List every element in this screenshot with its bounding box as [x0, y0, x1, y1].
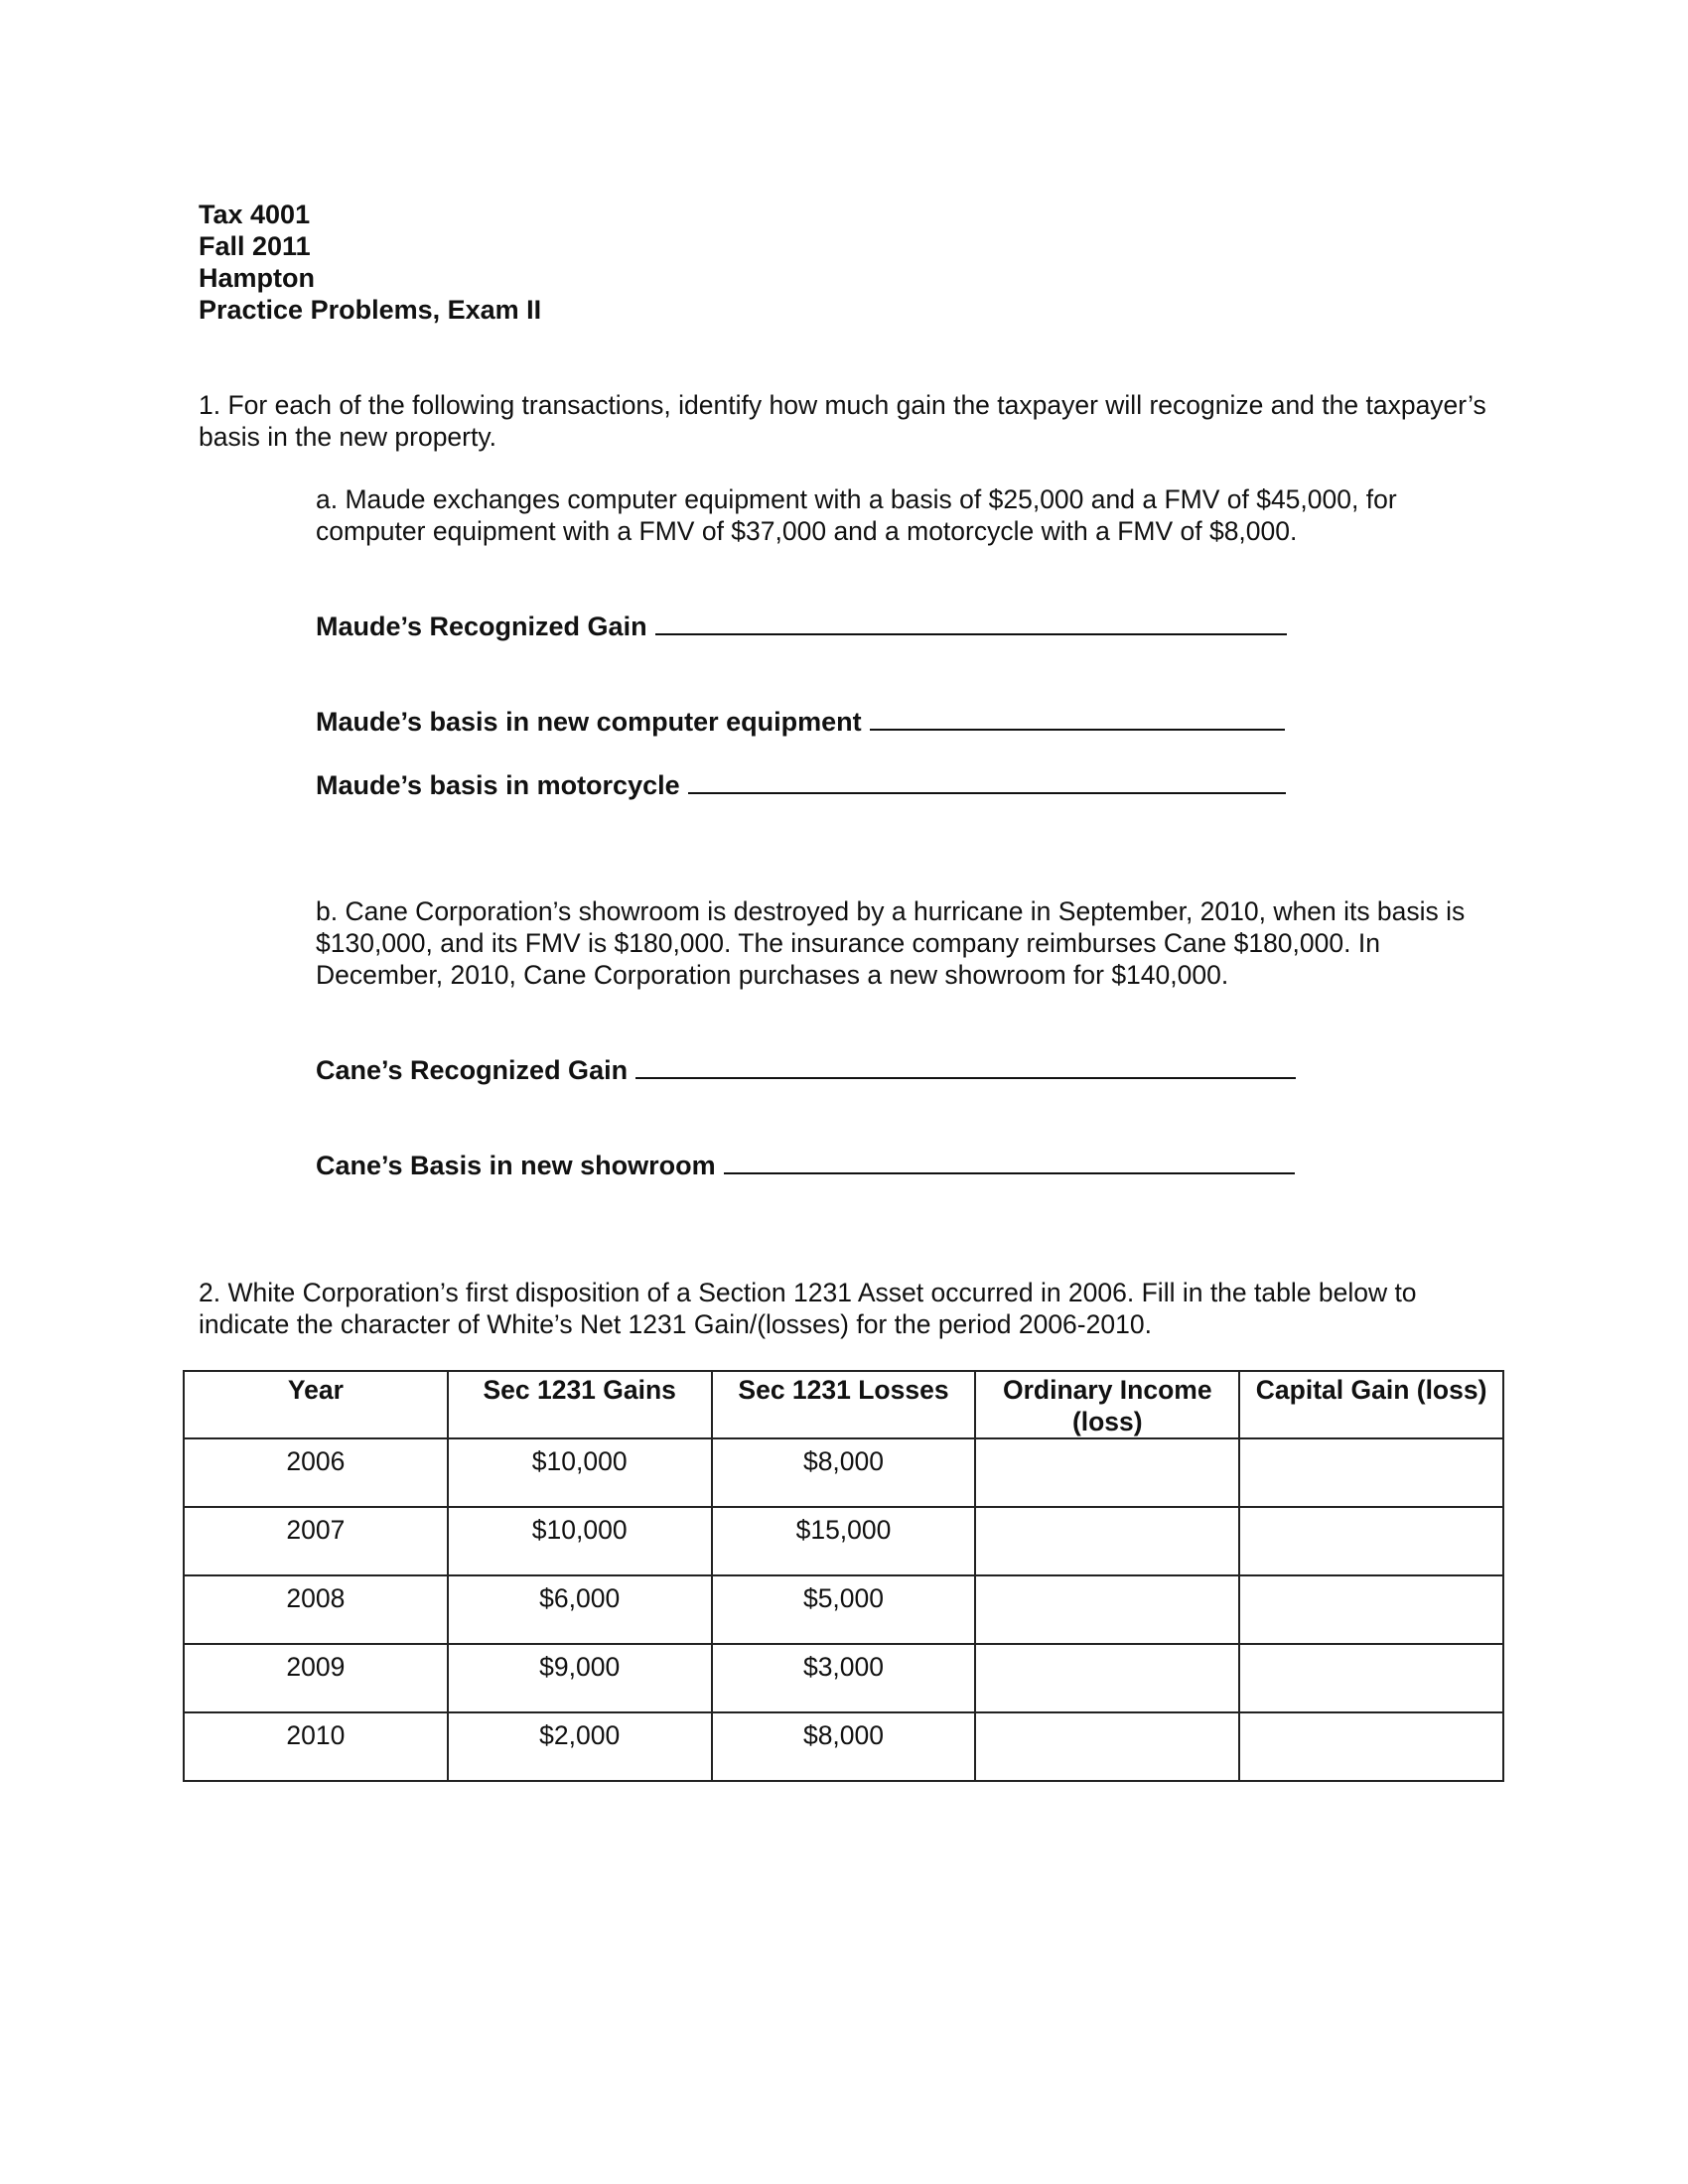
capital-gain-cell[interactable] — [1239, 1575, 1503, 1644]
maude-basis-motorcycle-blank[interactable] — [688, 768, 1286, 794]
maude-basis-equipment-answer — [316, 705, 1285, 738]
document-title: Practice Problems, Exam II — [199, 295, 542, 325]
maude-basis-motorcycle-label: Maude’s basis in motorcycle — [316, 770, 680, 800]
cane-basis-showroom-blank[interactable] — [724, 1149, 1295, 1174]
gains-cell: $10,000 — [448, 1438, 712, 1507]
header-year: Year — [184, 1371, 448, 1438]
header-sec-1231-losses: Sec 1231 Losses — [712, 1371, 976, 1438]
question-1a-text: a. Maude exchanges computer equipment with a basis of $25,000 and a FMV of $45,000, for computer equipment with a FMV of $37,000 and a motorcycle with a FMV of $8,000. — [316, 484, 1397, 546]
maude-basis-equipment-label: Maude’s basis in new computer equipment — [316, 707, 862, 737]
table-row — [184, 1644, 1503, 1712]
losses-cell: $8,000 — [712, 1438, 976, 1507]
question-1b-text: b. Cane Corporation’s showroom is destroyed by a hurricane in September, 2010, when its basis is $130,000, and its FMV is $180,000. The insurance company reimburses Cane $180,000. In December, 2010, Cane Corporation purchases a new showroom for $140,000. — [316, 896, 1466, 990]
cane-recognized-gain-label: Cane’s Recognized Gain — [316, 1055, 629, 1085]
table-header-row — [184, 1371, 1503, 1438]
year-cell: 2007 — [184, 1507, 448, 1575]
cane-recognized-gain-answer — [316, 1053, 1296, 1086]
gains-cell: $9,000 — [448, 1644, 712, 1712]
table-row — [184, 1507, 1503, 1575]
cane-basis-showroom-label: Cane’s Basis in new showroom — [316, 1151, 716, 1180]
gains-cell: $2,000 — [448, 1712, 712, 1781]
ordinary-income-cell[interactable] — [975, 1712, 1239, 1781]
maude-recognized-gain-blank[interactable] — [655, 610, 1287, 635]
gains-cell: $10,000 — [448, 1507, 712, 1575]
maude-basis-equipment-blank[interactable] — [870, 705, 1285, 731]
losses-cell: $8,000 — [712, 1712, 976, 1781]
year-cell: 2008 — [184, 1575, 448, 1644]
table-row — [184, 1712, 1503, 1781]
losses-cell: $3,000 — [712, 1644, 976, 1712]
capital-gain-cell[interactable] — [1239, 1644, 1503, 1712]
capital-gain-cell[interactable] — [1239, 1712, 1503, 1781]
capital-gain-cell[interactable] — [1239, 1507, 1503, 1575]
question-1-prompt: 1. For each of the following transactions, identify how much gain the taxpayer will recognize and the taxpayer’s basis in the new property. — [199, 390, 1486, 452]
year-cell: 2009 — [184, 1644, 448, 1712]
table-row — [184, 1438, 1503, 1507]
cane-recognized-gain-blank[interactable] — [635, 1053, 1296, 1079]
ordinary-income-cell[interactable] — [975, 1644, 1239, 1712]
losses-cell: $15,000 — [712, 1507, 976, 1575]
document-header — [199, 199, 541, 326]
ordinary-income-cell[interactable] — [975, 1438, 1239, 1507]
course-code: Tax 4001 — [199, 200, 311, 229]
maude-recognized-gain-answer — [316, 610, 1287, 642]
instructor: Hampton — [199, 263, 315, 293]
year-cell: 2006 — [184, 1438, 448, 1507]
header-capital-gain: Capital Gain (loss) — [1239, 1371, 1503, 1438]
ordinary-income-cell[interactable] — [975, 1575, 1239, 1644]
term: Fall 2011 — [199, 231, 311, 261]
ordinary-income-cell[interactable] — [975, 1507, 1239, 1575]
maude-basis-motorcycle-answer — [316, 768, 1286, 801]
losses-cell: $5,000 — [712, 1575, 976, 1644]
table-row — [184, 1575, 1503, 1644]
gains-cell: $6,000 — [448, 1575, 712, 1644]
cane-basis-showroom-answer — [316, 1149, 1295, 1181]
maude-recognized-gain-label: Maude’s Recognized Gain — [316, 612, 647, 641]
question-2-prompt: 2. White Corporation’s first disposition of a Section 1231 Asset occurred in 2006. Fill in the table below to indicate the character of White’s Net 1231 Gain/(losses) for the period 2006-2010. — [199, 1278, 1417, 1339]
header-ordinary-income: Ordinary Income (loss) — [975, 1371, 1239, 1438]
year-cell: 2010 — [184, 1712, 448, 1781]
capital-gain-cell[interactable] — [1239, 1438, 1503, 1507]
header-sec-1231-gains: Sec 1231 Gains — [448, 1371, 712, 1438]
section-1231-table — [183, 1370, 1504, 1782]
